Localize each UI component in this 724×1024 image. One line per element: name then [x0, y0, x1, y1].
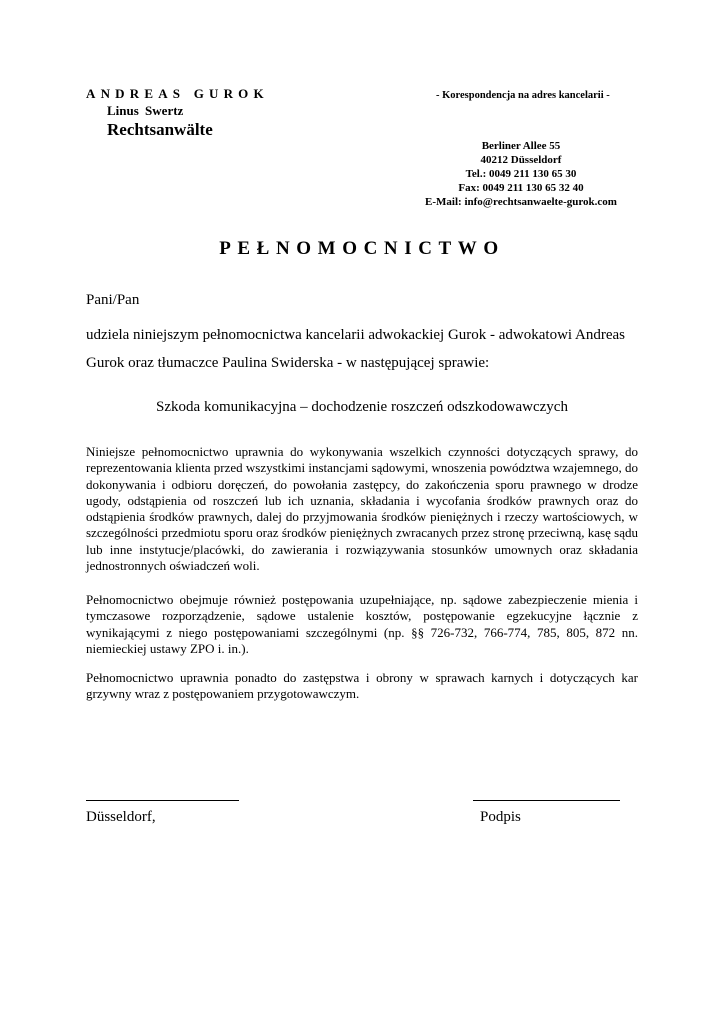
salutation: Pani/Pan — [86, 292, 140, 308]
paragraph-scope: Niniejsze pełnomocnictwo uprawnia do wykonywania wszelkich czynności dotyczących sprawy, do reprezentowania klienta przed wszystkimi instancjami sądowymi, wnoszenia powództwa wzajemnego, do dokonywania i odbioru doręczeń, do powołania zastępcy, do zakończenia sporu prawnego w drodze ugody, odstąpienia od roszczeń lub ich uznania, składania i wycofania środków prawnych oraz do odstąpienia środków prawnych, dalej do przyjmowania środków pieniężnych i rzeczy wartościowych, w szczególności przedmiotu sporu oraz środków pieniężnych zwracanych przez stronę przeciwną, kasę sądu lub inne instytucje/placówki, do zawierania i rozwiązywania stosunków umownych oraz składania jednostronnych oświadczeń woli. — [86, 444, 638, 574]
document-title: PEŁNOMOCNICTWO — [219, 238, 505, 259]
grant-text: udziela niniejszym pełnomocnictwa kancelarii adwokackiej Gurok - adwokatowi Andreas Gurok oraz tłumaczce Paulina Swiderska - w następującej sprawie: — [86, 327, 625, 371]
firm-type: Rechtsanwälte — [107, 120, 213, 139]
correspondence-note: - Korespondencja na adres kancelarii - — [436, 90, 610, 101]
firm-name: ANDREAS GUROK — [86, 86, 269, 101]
partner-name: Linus Swertz — [107, 103, 184, 118]
paragraph-criminal: Pełnomocnictwo uprawnia ponadto do zastępstwa i obrony w sprawach karnych i dotyczących kar grzywny wraz z postępowaniem przygotowawczym. — [86, 670, 638, 702]
place-date-line — [86, 800, 239, 801]
signature-label: Podpis — [480, 809, 521, 825]
firm-address — [400, 139, 642, 209]
paragraph-supplementary: Pełnomocnictwo obejmuje również postępowania uzupełniające, np. sądowe zabezpieczenie mienia i tymczasowe rozporządzenie, sądowe ustalenie kosztów, postępowanie egzekucyjne łącznie z wynikającymi z niego postępowaniami szczególnymi (np. §§ 726-732, 766-774, 785, 805, 872 nn. niemieckiej ustawy ZPO i. in.). — [86, 592, 638, 656]
address-fax: Fax: 0049 211 130 65 32 40 — [458, 182, 584, 194]
place-label: Düsseldorf, — [86, 809, 156, 825]
matter-subject: Szkoda komunikacyjna – dochodzenie roszczeń odszkodowawczych — [156, 399, 568, 415]
address-city: 40212 Düsseldorf — [480, 154, 562, 166]
signature-line — [473, 800, 620, 801]
address-phone: Tel.: 0049 211 130 65 30 — [465, 168, 577, 180]
address-email: E-Mail: info@rechtsanwaelte-gurok.com — [425, 196, 617, 208]
address-street: Berliner Allee 55 — [481, 140, 561, 152]
